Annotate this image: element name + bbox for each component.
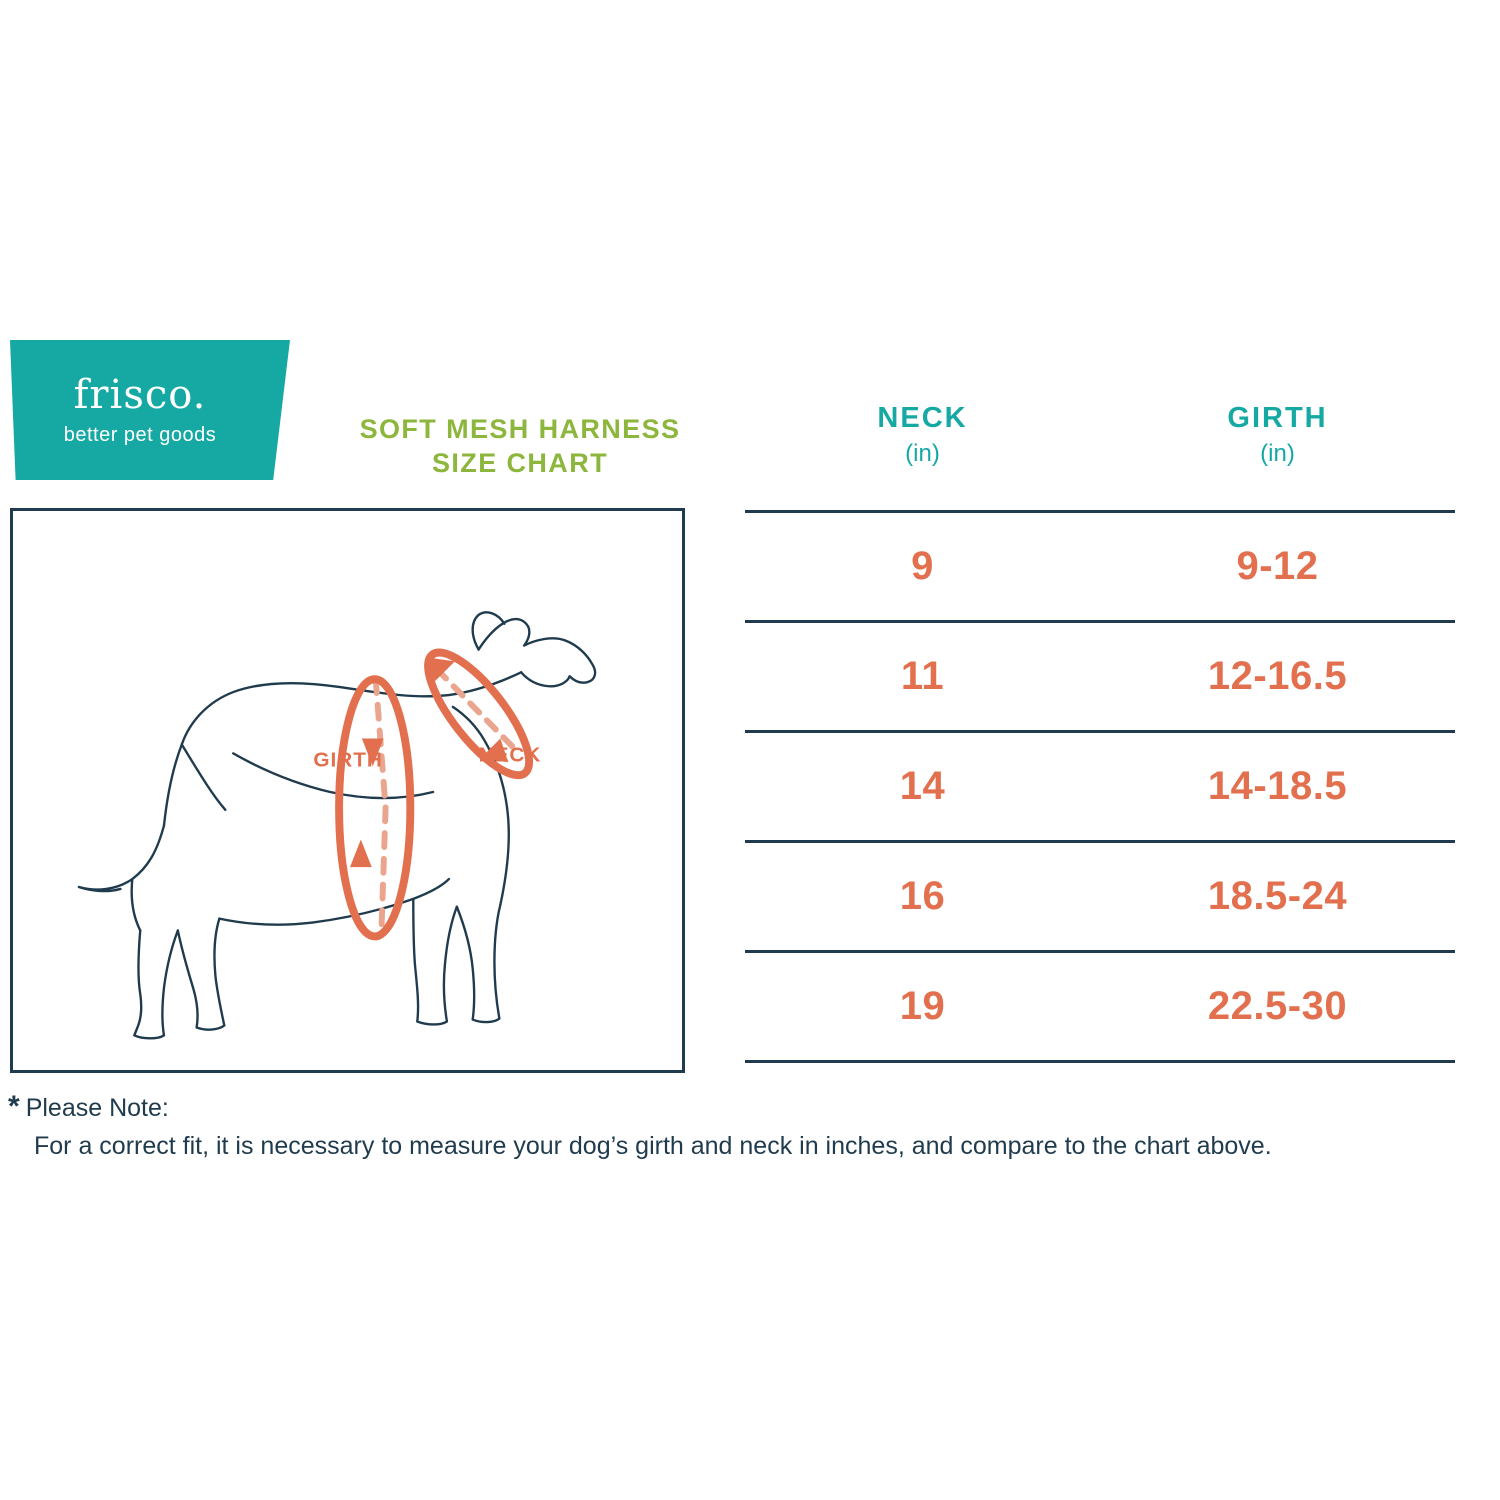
please-note: [8, 1088, 1478, 1165]
column-header-girth-unit: (in): [1260, 440, 1295, 467]
note-line2: For a correct fit, it is necessary to measure your dog’s girth and neck in inches, and compare to the chart above.: [34, 1132, 1272, 1160]
brand-name: frisco.: [73, 372, 207, 418]
column-header-girth-label: GIRTH: [1227, 402, 1328, 434]
page-title-line1: SOFT MESH HARNESS: [359, 414, 681, 444]
page-title-line2: SIZE CHART: [432, 448, 608, 478]
cell-neck: 16: [899, 874, 946, 918]
dog-illustration: [13, 511, 682, 1070]
cell-neck: 19: [899, 984, 946, 1028]
brand-badge: [10, 340, 290, 480]
brand-tagline: better pet goods: [63, 424, 217, 446]
cell-girth: 18.5-24: [1207, 874, 1348, 918]
cell-girth: 14-18.5: [1207, 764, 1348, 808]
table-row: [745, 730, 1455, 840]
neck-label: NECK: [478, 743, 542, 767]
column-header-girth: [1100, 400, 1455, 510]
column-header-neck-unit: (in): [905, 440, 940, 467]
dog-illustration-frame: [10, 508, 685, 1073]
note-line1: Please Note:: [25, 1094, 169, 1122]
column-header-neck-label: NECK: [877, 402, 968, 434]
table-header-row: [745, 400, 1455, 510]
table-row: [745, 510, 1455, 620]
table-row: [745, 950, 1455, 1063]
cell-neck: 9: [911, 544, 934, 588]
table-row: [745, 620, 1455, 730]
cell-girth: 9-12: [1236, 544, 1319, 588]
note-star: *: [8, 1090, 20, 1123]
cell-neck: 14: [899, 764, 946, 808]
girth-dashed-line: [376, 679, 386, 924]
cell-girth: 12-16.5: [1207, 654, 1348, 698]
girth-label: GIRTH: [313, 748, 383, 772]
cell-girth: 22.5-30: [1207, 984, 1348, 1028]
table-row: [745, 840, 1455, 950]
size-table: [745, 400, 1455, 1063]
cell-neck: 11: [900, 654, 945, 698]
girth-loop: [339, 679, 410, 936]
page-title: [330, 412, 710, 480]
column-header-neck: [745, 400, 1100, 510]
